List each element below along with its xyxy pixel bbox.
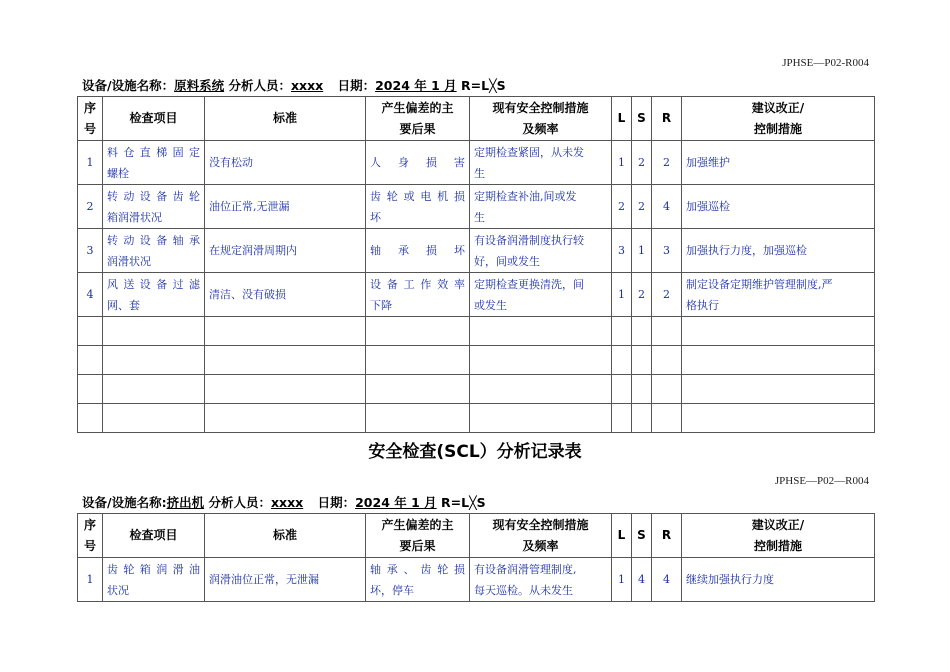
suggestion: 加强巡检	[682, 185, 875, 229]
header-r: R	[652, 514, 682, 558]
check-item: 转动设备齿轮 箱润滑状况	[103, 185, 205, 229]
l-value: 3	[612, 229, 632, 273]
equipment-name-value: 挤出机	[166, 495, 205, 510]
table-row	[78, 229, 875, 273]
analyst-value: xxxx	[270, 495, 304, 510]
header-item: 检查项目	[103, 97, 205, 141]
standard: 油位正常,无泄漏	[205, 185, 366, 229]
current-control: 有设备润滑制度执行较 好，间或发生	[470, 229, 612, 273]
risk-formula: R=L╳S	[436, 495, 486, 510]
header-suggestion: 建议改正/ 控制措施	[682, 514, 875, 558]
empty-row	[78, 375, 875, 404]
consequence: 轴承损坏	[366, 229, 470, 273]
analyst-label: 分析人员：	[228, 78, 291, 93]
header-r: R	[652, 97, 682, 141]
header-item: 检查项目	[103, 514, 205, 558]
analyst-label: 分析人员：	[208, 495, 271, 510]
consequence: 齿轮或电机损 坏	[366, 185, 470, 229]
scl-table-1	[77, 96, 875, 433]
s-value: 4	[632, 558, 652, 602]
consequence: 设备工作效率 下降	[366, 273, 470, 317]
table-header-row	[78, 97, 875, 141]
header-standard: 标准	[205, 97, 366, 141]
check-item: 风送设备过滤 网、套	[103, 273, 205, 317]
header-consequence: 产生偏差的主 要后果	[366, 514, 470, 558]
suggestion: 加强执行力度，加强巡检	[682, 229, 875, 273]
empty-row	[78, 317, 875, 346]
standard: 在规定润滑周期内	[205, 229, 366, 273]
table-row	[78, 185, 875, 229]
s-value: 2	[632, 141, 652, 185]
table-row	[78, 273, 875, 317]
header-s: S	[632, 514, 652, 558]
suggestion: 制定设备定期维护管理制度,严 格执行	[682, 273, 875, 317]
row-number: 3	[78, 229, 103, 273]
header-seq: 序 号	[78, 514, 103, 558]
row-number: 1	[78, 558, 103, 602]
table-row	[78, 141, 875, 185]
row-number: 4	[78, 273, 103, 317]
risk-formula: R=L╳S	[456, 78, 506, 93]
suggestion: 继续加强执行力度	[682, 558, 875, 602]
empty-row	[78, 404, 875, 433]
header-consequence: 产生偏差的主 要后果	[366, 97, 470, 141]
header-seq: 序 号	[78, 97, 103, 141]
header-control: 现有安全控制措施 及频率	[470, 97, 612, 141]
check-item: 齿轮箱润滑油 状况	[103, 558, 205, 602]
current-control: 有设备润滑管理制度, 每天巡检。从未发生	[470, 558, 612, 602]
page-title: 安全检查(SCL）分析记录表	[368, 442, 582, 462]
table-row	[78, 558, 875, 602]
header-control: 现有安全控制措施 及频率	[470, 514, 612, 558]
standard: 没有松动	[205, 141, 366, 185]
s-value: 1	[632, 229, 652, 273]
current-control: 定期检查补油,间或发 生	[470, 185, 612, 229]
table-header-row	[78, 514, 875, 558]
check-item: 料仓直梯固定 螺栓	[103, 141, 205, 185]
header-l: L	[612, 514, 632, 558]
l-value: 1	[612, 273, 632, 317]
header-standard: 标准	[205, 514, 366, 558]
current-control: 定期检查更换清洗，间 或发生	[470, 273, 612, 317]
suggestion: 加强维护	[682, 141, 875, 185]
date-label: 日期：	[317, 495, 356, 510]
consequence: 人身损害	[366, 141, 470, 185]
row-number: 2	[78, 185, 103, 229]
equipment-name-label: 设备/设施名称:	[82, 495, 167, 510]
check-item: 转动设备轴承 润滑状况	[103, 229, 205, 273]
l-value: 1	[612, 141, 632, 185]
s-value: 2	[632, 273, 652, 317]
r-value: 3	[652, 229, 682, 273]
table-1-info-line	[82, 76, 506, 94]
equipment-name-label: 设备/设施名称：	[82, 78, 175, 93]
current-control: 定期检查紧固，从未发 生	[470, 141, 612, 185]
empty-row	[78, 346, 875, 375]
row-number: 1	[78, 141, 103, 185]
analyst-value: xxxx	[290, 78, 324, 93]
standard: 清洁、没有破损	[205, 273, 366, 317]
document-number: JPHSE—P02-R004	[782, 57, 869, 69]
header-suggestion: 建议改正/ 控制措施	[682, 97, 875, 141]
r-value: 2	[652, 141, 682, 185]
date-label: 日期：	[337, 78, 376, 93]
consequence: 轴承、齿轮损 坏，停车	[366, 558, 470, 602]
l-value: 1	[612, 558, 632, 602]
date-value: 2024 年 1 月	[355, 495, 437, 510]
l-value: 2	[612, 185, 632, 229]
header-s: S	[632, 97, 652, 141]
s-value: 2	[632, 185, 652, 229]
r-value: 4	[652, 558, 682, 602]
equipment-name-value: 原料系统	[174, 78, 225, 93]
date-value: 2024 年 1 月	[375, 78, 457, 93]
header-l: L	[612, 97, 632, 141]
r-value: 2	[652, 273, 682, 317]
document-number-2: JPHSE—P02—R004	[774, 475, 869, 487]
standard: 润滑油位正常，无泄漏	[205, 558, 366, 602]
table-2-info-line	[82, 493, 486, 511]
r-value: 4	[652, 185, 682, 229]
scl-table-2	[77, 513, 875, 602]
